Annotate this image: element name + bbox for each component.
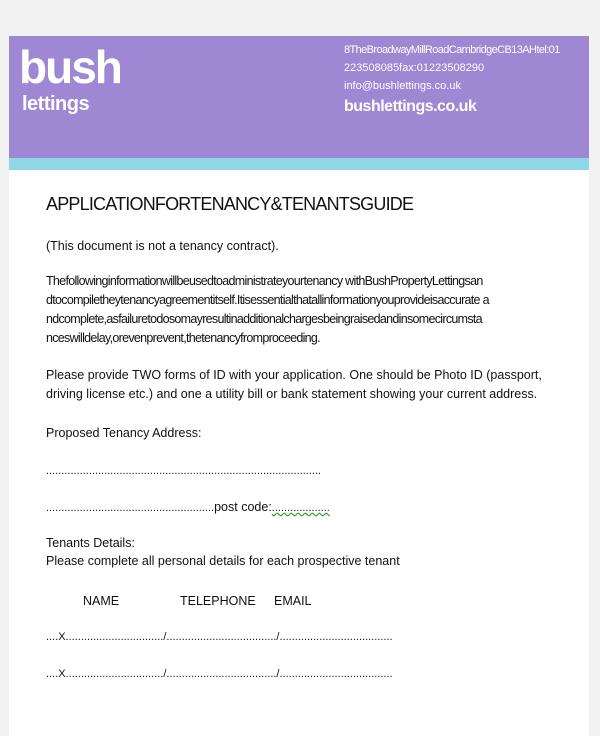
website-line: bushlettings.co.uk: [344, 98, 477, 115]
column-header-telephone: TELEPHONE: [180, 594, 256, 608]
disclaimer-note: (This document is not a tenancy contract).: [46, 239, 279, 253]
email-line: info@bushlettings.co.uk: [344, 80, 461, 92]
intro-line-3: ndcomplete,asfailuretodosomayresultinadditionalchargesbeingraisedandinsomecircumsta: [46, 312, 482, 326]
tenant-row-1[interactable]: ....X................................/..................................../.....................................: [46, 631, 393, 643]
document-page: [9, 36, 589, 736]
id-requirement-line-2: driving license etc.) and one a utility bill or bank statement showing your current address.: [46, 387, 538, 401]
document-title: APPLICATIONFORTENANCY&TENANTSGUIDE: [46, 194, 414, 214]
logo-wordmark: bush: [19, 41, 121, 93]
intro-line-1: Thefollowinginformationwillbeusedtoadministrateyourtenancy withBushPropertyLettingsan: [46, 274, 483, 288]
tenants-heading: Tenants Details:: [46, 536, 135, 550]
header-stripe: [9, 158, 589, 170]
column-header-email: EMAIL: [274, 594, 312, 608]
address-fill-line[interactable]: ..........................................................................................: [46, 465, 322, 477]
postcode-label: post code: [214, 500, 269, 514]
address-fill-line-2[interactable]: .......................................................: [46, 502, 215, 514]
letterhead-banner: [9, 36, 589, 158]
logo-subtitle: lettings: [22, 93, 90, 115]
intro-line-4: nceswilldelay,orevenprevent,thetenancyfromproceeding.: [46, 331, 320, 345]
postcode-row: [46, 498, 330, 517]
address-line: 8TheBroadwayMillRoadCambridgeCB13AHtel:01: [344, 44, 560, 56]
intro-line-2: dtocompiletheytenancyagreementitself.Itisessentialthatallinformationyouprovideisaccurate a: [46, 293, 489, 307]
tenants-instruction: Please complete all personal details for each prospective tenant: [46, 554, 400, 568]
proposed-address-label: Proposed Tenancy Address:: [46, 426, 202, 440]
column-header-name: NAME: [83, 594, 120, 608]
phone-fax-line: 223508085fax:01223508290: [344, 62, 485, 74]
tenant-row-2[interactable]: ....X................................/..................................../.....................................: [46, 668, 393, 680]
postcode-fill-line[interactable]: ...................: [271, 502, 330, 514]
id-requirement-line-1: Please provide TWO forms of ID with your application. One should be Photo ID (passport,: [46, 368, 542, 382]
postcode-colon: :: [268, 500, 272, 514]
